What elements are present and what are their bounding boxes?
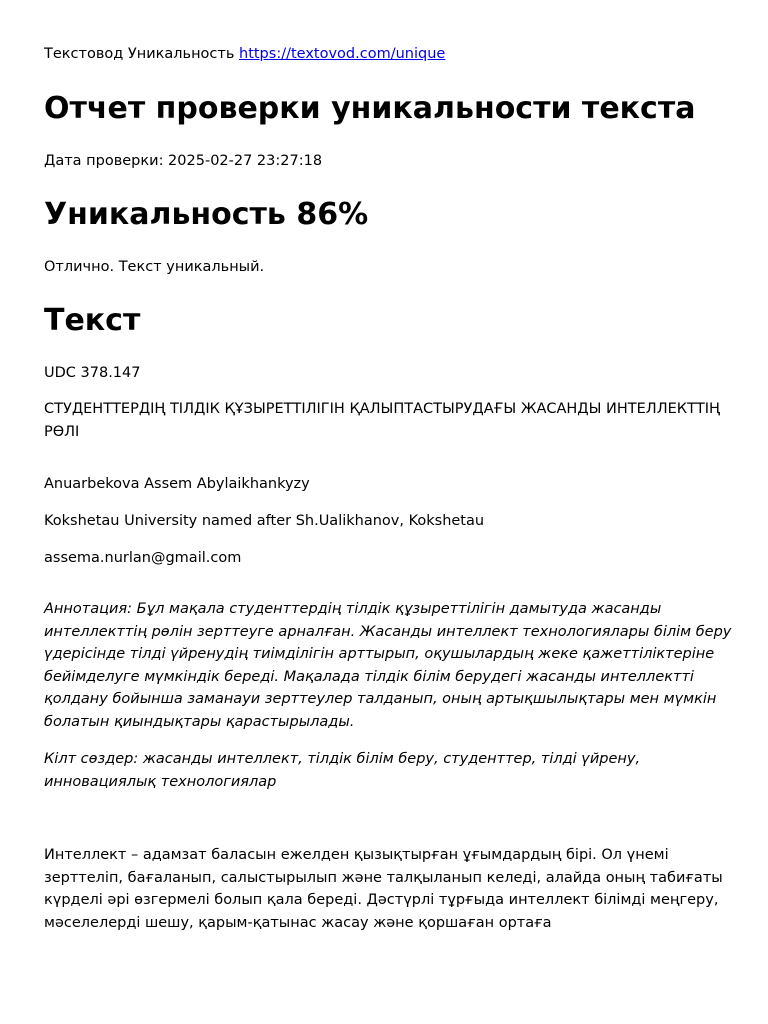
check-date: Дата проверки: 2025-02-27 23:27:18: [44, 153, 323, 169]
brand-name: Текстовод Уникальность: [44, 46, 235, 62]
uniqueness-score: Уникальность 86%: [44, 197, 369, 232]
uniqueness-verdict: Отлично. Текст уникальный.: [44, 259, 265, 275]
article-title: СТУДЕНТТЕРДІҢ ТІЛДІК ҚҰЗЫРЕТТІЛІГІН ҚАЛЫПТАСТЫРУДАҒЫ ЖАСАНДЫ ИНТЕЛЛЕКТТІҢ РӨЛІ: [44, 401, 720, 440]
article-keywords: Кілт сөздер: жасанды интеллект, тілдік білім беру, студенттер, тілді үйрену, инновациялық технологиялар: [44, 751, 641, 790]
source-link[interactable]: https://textovod.com/unique: [239, 46, 446, 62]
text-section-heading: Текст: [44, 303, 141, 338]
article-author: Anuarbekova Assem Abylaikhankyzy: [44, 476, 310, 492]
article-body-paragraph: Интеллект – адамзат баласын ежелден қызықтырған ұғымдардың бірі. Ол үнемі зерттеліп, бағаланып, салыстырылып және талқыланып келеді, алайда оның табиғаты күрделі әрі өзгермелі болып қала береді. Дәстүрлі тұрғыда интеллект білімді меңгеру, мәселелерді шешу, қарым-қатынас жасау және қоршаған ортаға: [44, 847, 723, 931]
article-affiliation: Kokshetau University named after Sh.Ualikhanov, Kokshetau: [44, 513, 485, 529]
article-udc: UDC 378.147: [44, 365, 141, 381]
brand-line: [44, 44, 445, 64]
article-email: assema.nurlan@gmail.com: [44, 550, 242, 566]
article-abstract: Аннотация: Бұл мақала студенттердің тілдік құзыреттілігін дамытуда жасанды интеллекттің рөлін зерттеуге арналған. Жасанды интеллект технологиялары білім беру үдерісінде тілді үйренудің тиімділігін арттырып, оқушылардың жеке қажеттіліктеріне бейімделуге мүмкіндік береді. Мақалада тілдік білім берудегі жасанды интеллектті қолдану бойынша заманауи зерттеулер талданып, оның артықшылықтары мен мүмкін болатын қиындықтары қарастырылады.: [44, 601, 732, 730]
report-title: Отчет проверки уникальности текста: [44, 91, 696, 126]
